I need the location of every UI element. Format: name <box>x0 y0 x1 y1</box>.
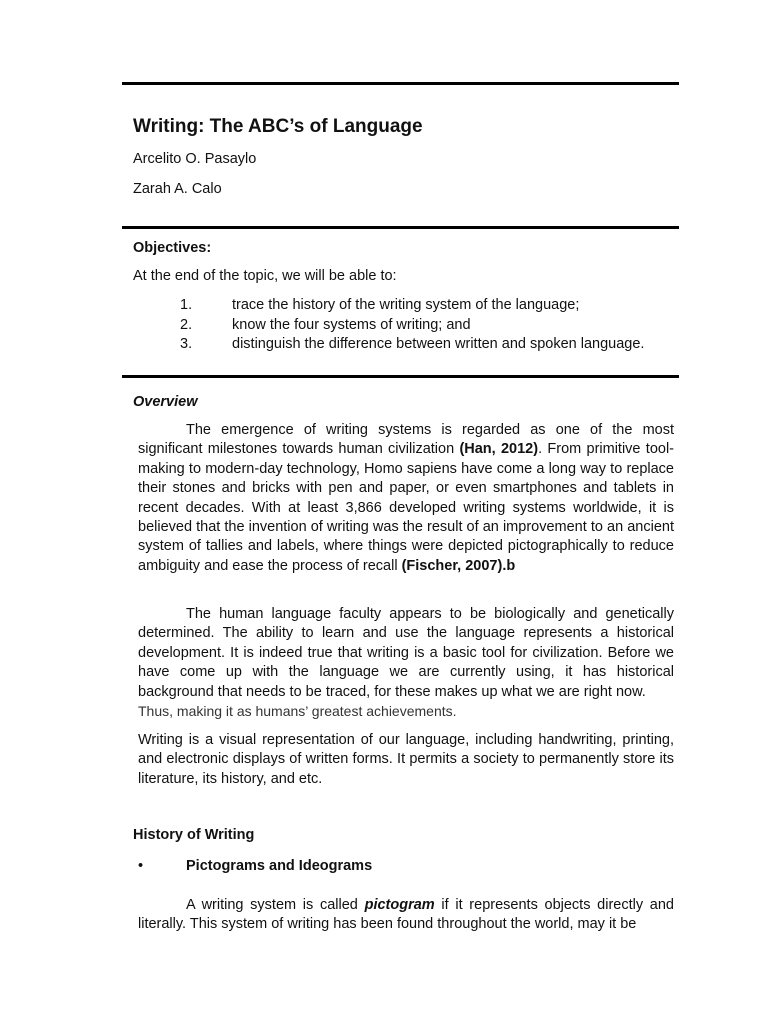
bullet-icon: • <box>138 858 144 874</box>
document-title: Writing: The ABC’s of Language <box>133 116 423 137</box>
author-1: Arcelito O. Pasaylo <box>133 151 257 167</box>
top-rule <box>122 82 679 85</box>
author-2: Zarah A. Calo <box>133 181 222 197</box>
objective-number: 3. <box>180 336 193 352</box>
term-pictogram: pictogram <box>364 897 435 913</box>
objective-text: know the four systems of writing; and <box>232 316 471 333</box>
objective-text: distinguish the difference between written and spoken language. <box>232 336 645 352</box>
objectives-intro: At the end of the topic, we will be able to: <box>133 268 397 284</box>
history-paragraph-1: A writing system is called pictogram if it represents objects directly and literally. This system of writing has been found throughout the world, may it be <box>138 897 674 933</box>
objective-number: 1. <box>180 297 193 313</box>
overview-paragraph-3: Writing is a visual representation of our language, including handwriting, printing, and electronic displays of written forms. It permits a society to permanently store its literature, its history, and etc. <box>138 732 674 787</box>
objectives-bottom-rule <box>122 375 679 378</box>
objectives-heading: Objectives: <box>133 240 212 256</box>
objective-text: trace the history of the writing system of the language; <box>232 297 580 313</box>
overview-heading: Overview <box>133 394 198 410</box>
objective-item <box>180 335 644 355</box>
overview-paragraph-2: The human language faculty appears to be biologically and genetically determined. The ability to learn and use the language represents a historical development. It is indeed true that writing is a basic tool for civilization. Before we have come up with the language we are currently using, it has historical background that needs to be traced, for these makes up what we are right now. <box>138 606 674 700</box>
objective-item <box>180 296 644 316</box>
objective-item <box>180 316 644 336</box>
objectives-top-rule <box>122 226 679 229</box>
objectives-list <box>180 296 644 355</box>
citation-fischer: (Fischer, 2007).b <box>401 557 516 574</box>
objective-number: 2. <box>180 316 193 333</box>
citation-han: (Han, 2012) <box>459 441 539 458</box>
overview-paragraph-2-tail: Thus, making it as humans’ greatest achievements. <box>138 703 457 719</box>
subsection-heading: Pictograms and Ideograms <box>186 858 373 874</box>
history-heading: History of Writing <box>133 827 255 843</box>
overview-paragraph-1: The emergence of writing systems is regarded as one of the most significant milestones towards human civilization (Han, 2012). From primitive tool-making to modern-day technology, Homo sapiens have come a long way to replace their stones and bricks with pen and paper, or even smartphones and tablets in recent decades. With at least 3,866 developed writing systems worldwide, it is believed that the invention of writing was the result of an improvement to an ancient system of tallies and labels, where things were depicted pictographically to reduce ambiguity and ease the process of recall (Fischer, 2007).b <box>138 422 674 574</box>
